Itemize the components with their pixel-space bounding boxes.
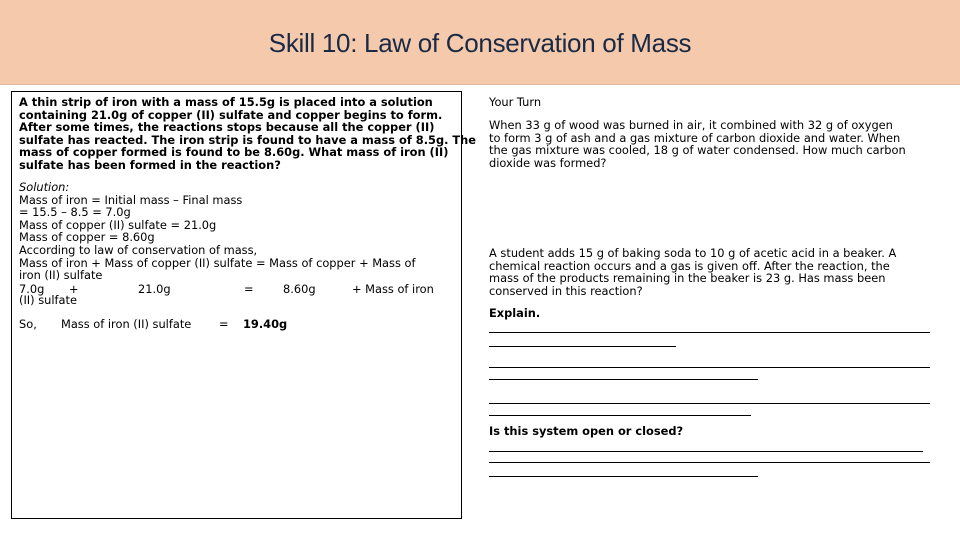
answer-line[interactable] xyxy=(489,462,930,463)
open-closed-label: Is this system open or closed? xyxy=(489,424,684,438)
slide-title: Skill 10: Law of Conservation of Mass xyxy=(268,28,692,58)
question-2-line: chemical reaction occurs and a gas is given off. After the reaction, the xyxy=(489,258,890,273)
equation-cell: + xyxy=(69,281,79,296)
answer-line[interactable] xyxy=(489,403,930,404)
answer-value: 19.40g xyxy=(243,317,288,331)
answer-line[interactable] xyxy=(489,451,923,452)
worked-example-box xyxy=(11,91,476,519)
problem-line: sulfate has been formed in the reaction? xyxy=(19,158,281,172)
answer-line[interactable] xyxy=(489,367,930,368)
problem-line: mass of copper formed is found to be 8.60g. What mass of iron (II) xyxy=(19,145,449,160)
answer-cell: Mass of iron (II) sulfate xyxy=(61,317,192,331)
answer-line[interactable] xyxy=(489,346,676,347)
question-1-line: to form 3 g of ash and a gas mixture of carbon dioxide and water. When xyxy=(489,130,901,145)
solution-line: Mass of iron + Mass of copper (II) sulfate = Mass of copper + Mass of xyxy=(19,255,416,270)
solution-line: Mass of iron = Initial mass – Final mass xyxy=(19,192,243,207)
solution-line: Mass of copper = 8.60g xyxy=(19,230,155,245)
equation-cell: 8.60g xyxy=(283,281,316,296)
your-turn-heading: Your Turn xyxy=(489,95,542,109)
equation-cell: 21.0g xyxy=(138,281,171,296)
question-1-line: When 33 g of wood was burned in air, it combined with 32 g of oxygen xyxy=(489,118,893,132)
problem-line: After some times, the reactions stops because all the copper (II) xyxy=(19,120,435,135)
problem-line: sulfate has reacted. The iron strip is found to have a mass of 8.5g. The xyxy=(19,132,476,147)
equation-cell: + Mass of iron xyxy=(352,281,434,296)
question-2-line: conserved in this reaction? xyxy=(489,283,643,298)
question-1-line: the gas mixture was cooled, 18 g of water condensed. How much carbon xyxy=(489,143,906,158)
solution-line: Mass of copper (II) sulfate = 21.0g xyxy=(19,217,217,232)
solution-line: iron (II) sulfate xyxy=(19,268,103,283)
solution-line: According to law of conservation of mass, xyxy=(19,243,258,257)
question-2-line: mass of the products remaining in the beaker is 23 g. Has mass been xyxy=(489,271,886,286)
problem-line: A thin strip of iron with a mass of 15.5g is placed into a solution xyxy=(19,95,433,109)
answer-cell: = xyxy=(219,317,229,331)
answer-line[interactable] xyxy=(489,332,930,333)
solution-heading: Solution: xyxy=(19,180,70,194)
explain-label: Explain. xyxy=(489,306,541,320)
answer-line[interactable] xyxy=(489,476,758,477)
equation-cell: = xyxy=(244,281,254,296)
equation-tail: (II) sulfate xyxy=(19,293,78,308)
problem-line: containing 21.0g of copper (II) sulfate and copper begins to form. xyxy=(19,107,443,122)
question-2-line: A student adds 15 g of baking soda to 10 g of acetic acid in a beaker. A xyxy=(489,246,897,260)
solution-line: = 15.5 – 8.5 = 7.0g xyxy=(19,205,131,220)
answer-cell: So, xyxy=(19,317,37,331)
answer-line[interactable] xyxy=(489,415,751,416)
equation-cell: 7.0g xyxy=(19,281,45,296)
answer-line[interactable] xyxy=(489,379,758,380)
question-1-line: dioxide was formed? xyxy=(489,155,607,170)
